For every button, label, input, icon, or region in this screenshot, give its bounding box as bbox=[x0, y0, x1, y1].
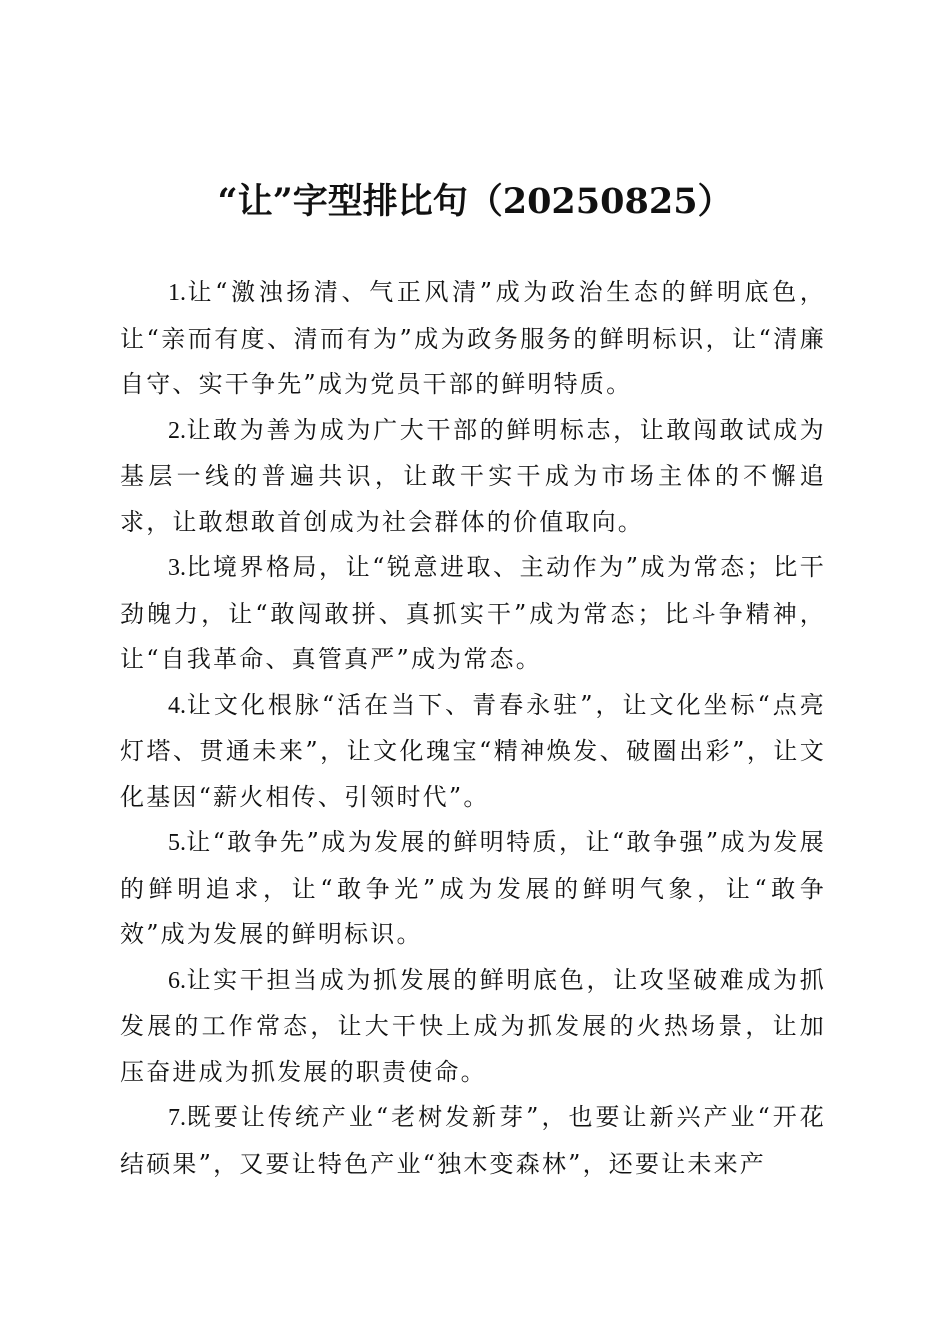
paragraph-text: 让文化根脉“活在当下、青春永驻”，让文化坐标“点亮灯塔、贯通未来”，让文化瑰宝“精神焕发、破圈出彩”，让文化基因“薪火相传、引领时代”。 bbox=[120, 690, 826, 811]
paragraph-number: 6. bbox=[168, 967, 186, 994]
paragraph-number: 7. bbox=[168, 1105, 186, 1131]
paragraph-2 bbox=[120, 408, 826, 546]
paragraph-text: 让实干担当成为抓发展的鲜明底色，让攻坚破难成为抓发展的工作常态，让大干快上成为抓发展的火热场景，让加压奋进成为抓发展的职责使命。 bbox=[120, 965, 826, 1086]
paragraph-text: 让“激浊扬清、气正风清”成为政治生态的鲜明底色，让“亲而有度、清而有为”成为政务服务的鲜明标识，让“清廉自守、实干争先”成为党员干部的鲜明特质。 bbox=[120, 278, 826, 398]
paragraph-5 bbox=[120, 820, 826, 958]
paragraph-text: 既要让传统产业“老树发新芽”，也要让新兴产业“开花结硕果”，又要让特色产业“独木变森林”，还要让未来产 bbox=[120, 1103, 826, 1178]
paragraph-number: 5. bbox=[168, 830, 186, 856]
paragraph-number: 3. bbox=[168, 555, 186, 581]
paragraph-text: 让“敢争先”成为发展的鲜明特质，让“敢争强”成为发展的鲜明追求，让“敢争光”成为发展的鲜明气象，让“敢争效”成为发展的鲜明标识。 bbox=[120, 828, 826, 948]
paragraph-7 bbox=[120, 1095, 826, 1187]
paragraph-number: 1. bbox=[168, 280, 186, 306]
paragraph-4 bbox=[120, 683, 826, 821]
paragraph-text: 让敢为善为成为广大干部的鲜明标志，让敢闯敢试成为基层一线的普遍共识，让敢干实干成为市场主体的不懈追求，让敢想敢首创成为社会群体的价值取向。 bbox=[120, 415, 826, 536]
paragraph-3 bbox=[120, 545, 826, 683]
paragraph-6 bbox=[120, 958, 826, 1096]
paragraph-number: 2. bbox=[168, 417, 186, 444]
paragraph-number: 4. bbox=[168, 692, 186, 719]
document-title: “让”字型排比句（20250825） bbox=[217, 181, 733, 222]
document-body bbox=[120, 270, 826, 1187]
paragraph-text: 比境界格局，让“锐意进取、主动作为”成为常态；比干劲魄力，让“敢闯敢拼、真抓实干”成为常态；比斗争精神，让“自我革命、真管真严”成为常态。 bbox=[120, 553, 826, 673]
paragraph-1 bbox=[120, 270, 826, 408]
